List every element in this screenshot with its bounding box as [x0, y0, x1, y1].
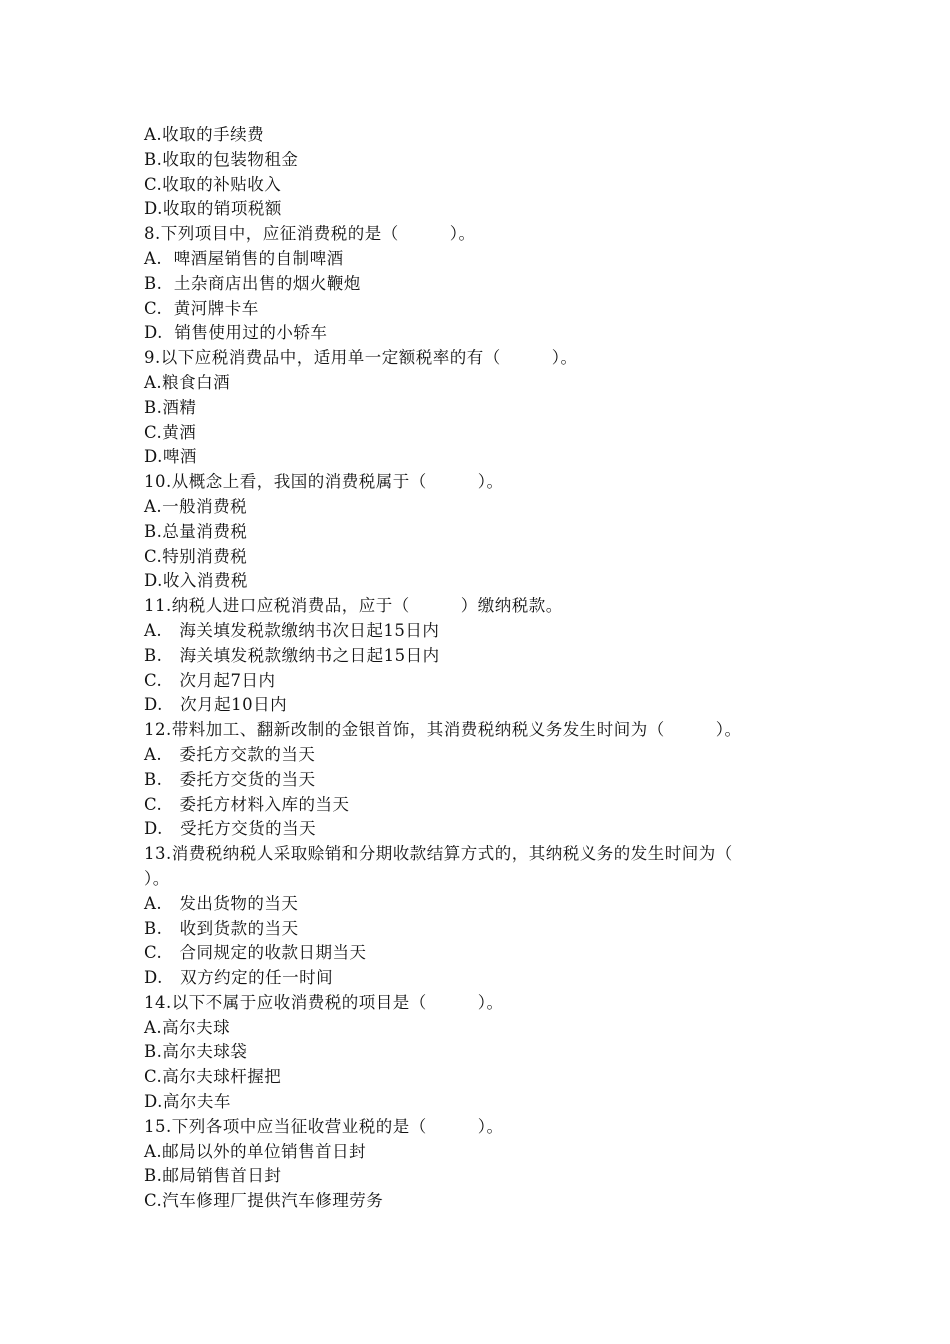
question-15-option-b: B.邮局销售首日封 [144, 1166, 282, 1186]
question-10: 10.从概念上看，我国的消费税属于（ ）。 [144, 472, 504, 492]
question-8: 8.下列项目中，应征消费税的是（ ）。 [144, 224, 476, 244]
option-d-output-tax: D.收取的销项税额 [144, 199, 282, 219]
question-12-option-a: A. 委托方交款的当天 [144, 744, 316, 764]
document-page [144, 123, 824, 1214]
question-15-option-a: A.邮局以外的单位销售首日封 [144, 1141, 367, 1161]
option-b-packaging-rent: B.收取的包装物租金 [144, 149, 299, 169]
question-8-option-d: D. 销售使用过的小轿车 [144, 323, 328, 343]
option-a-handling-fee: A.收取的手续费 [144, 125, 265, 144]
question-14-option-b: B.高尔夫球袋 [144, 1042, 248, 1062]
question-10-option-d: D.收入消费税 [144, 571, 248, 591]
question-14-option-d: D.高尔夫车 [144, 1092, 231, 1112]
question-9-option-b: B.酒精 [144, 397, 197, 417]
question-10-option-a: A.一般消费税 [144, 496, 248, 516]
question-8-option-a: A. 啤酒屋销售的自制啤酒 [144, 248, 344, 268]
question-12-option-d: D. 受托方交货的当天 [144, 819, 317, 839]
question-9-option-a: A.粮食白酒 [144, 372, 231, 392]
question-8-option-c: C. 黄河牌卡车 [144, 298, 259, 318]
question-13-continuation: ）。 [144, 868, 170, 888]
question-14: 14.以下不属于应收消费税的项目是（ ）。 [144, 992, 504, 1012]
question-11-option-d: D. 次月起10日内 [144, 695, 288, 715]
question-8-option-b: B. 土杂商店出售的烟火鞭炮 [144, 273, 361, 293]
question-15-option-c: C.汽车修理厂提供汽车修理劳务 [144, 1191, 384, 1211]
question-14-option-a: A.高尔夫球 [144, 1017, 231, 1037]
question-13-option-b: B. 收到货款的当天 [144, 918, 299, 938]
option-c-subsidy-income: C.收取的补贴收入 [144, 174, 282, 194]
question-13-option-a: A. 发出货物的当天 [144, 893, 299, 913]
question-15: 15.下列各项中应当征收营业税的是（ ）。 [144, 1116, 504, 1136]
question-11-option-b: B. 海关填发税款缴纳书之日起15日内 [144, 645, 440, 665]
question-12-option-c: C. 委托方材料入库的当天 [144, 794, 350, 814]
question-11: 11.纳税人进口应税消费品，应于（ ）缴纳税款。 [144, 596, 563, 616]
question-13-option-d: D. 双方约定的任一时间 [144, 968, 334, 988]
question-14-option-c: C.高尔夫球杆握把 [144, 1067, 282, 1087]
question-13: 13.消费税纳税人采取赊销和分期收款结算方式的，其纳税义务的发生时间为（ [144, 844, 733, 864]
question-12-option-b: B. 委托方交货的当天 [144, 769, 316, 789]
question-9: 9.以下应税消费品中，适用单一定额税率的有（ ）。 [144, 348, 578, 368]
question-13-option-c: C. 合同规定的收款日期当天 [144, 943, 367, 963]
question-11-option-c: C. 次月起7日内 [144, 670, 276, 690]
question-11-option-a: A. 海关填发税款缴纳书次日起15日内 [144, 620, 440, 640]
question-10-option-c: C.特别消费税 [144, 546, 248, 566]
question-12: 12.带料加工、翻新改制的金银首饰，其消费税纳税义务发生时间为（ ）。 [144, 720, 742, 740]
question-10-option-b: B.总量消费税 [144, 521, 248, 541]
question-9-option-c: C.黄酒 [144, 422, 197, 442]
question-9-option-d: D.啤酒 [144, 447, 197, 467]
